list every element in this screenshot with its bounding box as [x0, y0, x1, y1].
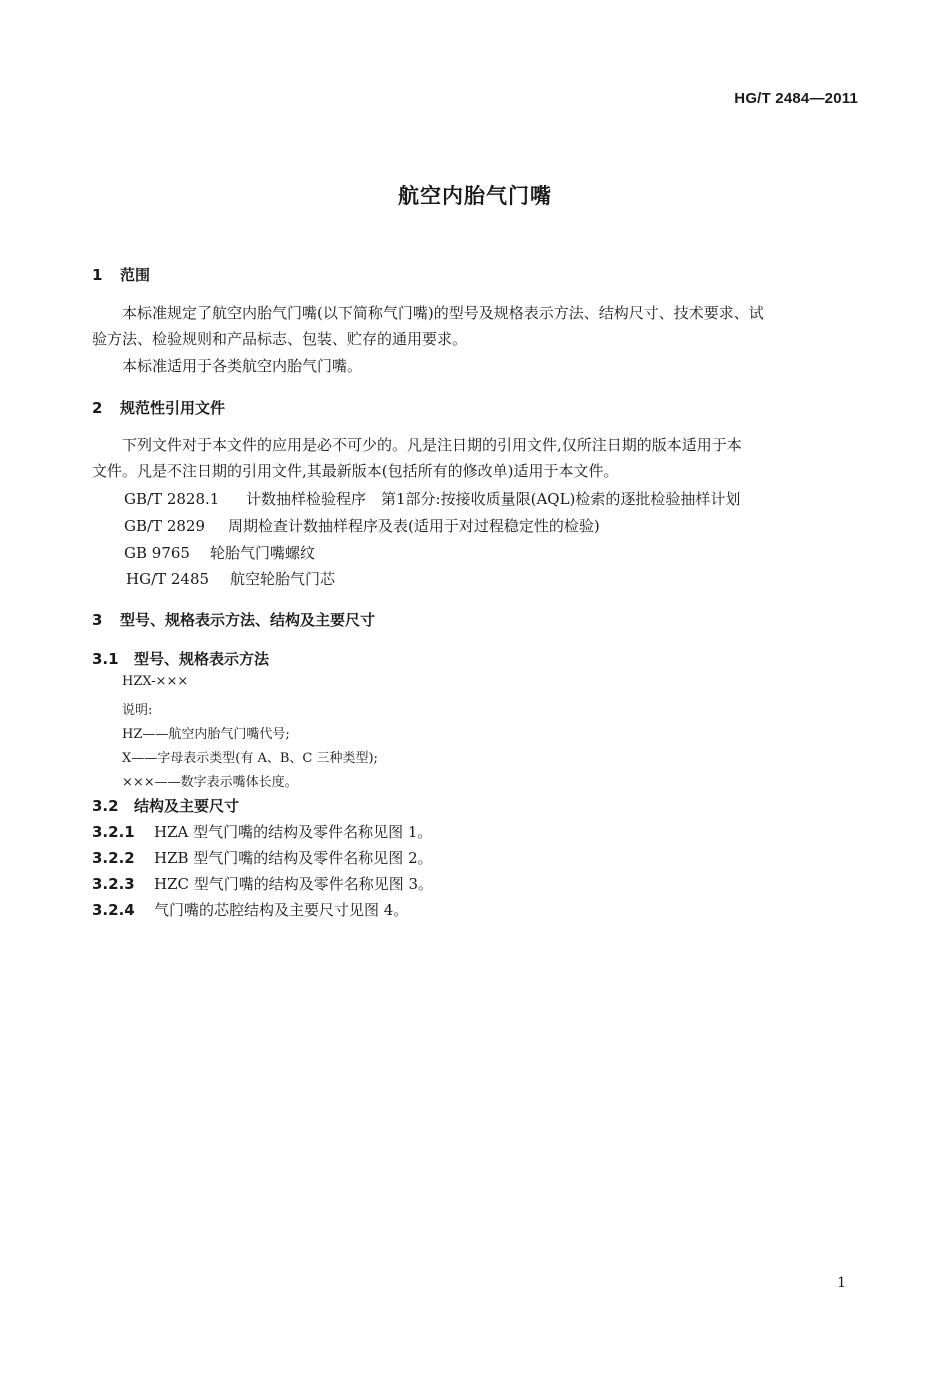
section-title: 范围 [120, 266, 151, 284]
normative-reference [126, 568, 335, 589]
section-title: 型号、规格表示方法、结构及主要尺寸 [120, 611, 376, 629]
explanation-label: 说明: [122, 703, 153, 718]
reference-title: 周期检查计数抽样程序及表(适用于对过程稳定性的检验) [228, 517, 600, 535]
subclause [92, 847, 433, 868]
normative-reference [124, 542, 315, 563]
explanation-item: HZ——航空内胎气门嘴代号; [122, 727, 290, 742]
explanation-item: X——字母表示类型(有 A、B、C 三种类型); [122, 751, 378, 766]
section-1-paragraph-1-line-2: 验方法、检验规则和产品标志、包装、贮存的通用要求。 [92, 330, 468, 348]
reference-code: GB/T 2829 [124, 517, 206, 535]
model-format: HZX-××× [122, 674, 189, 689]
section-2-heading [92, 397, 225, 418]
section-number: 2 [92, 399, 103, 417]
subclause [92, 821, 432, 842]
section-title: 结构及主要尺寸 [134, 797, 240, 815]
subclause-number: 3.2.4 [92, 901, 135, 919]
reference-title: 航空轮胎气门芯 [230, 570, 336, 588]
section-1-heading [92, 264, 150, 285]
reference-code: GB 9765 [124, 544, 190, 562]
section-1-paragraph-2: 本标准适用于各类航空内胎气门嘴。 [122, 357, 363, 375]
subclause-text: HZC 型气门嘴的结构及零件名称见图 3。 [154, 875, 434, 893]
section-number: 3 [92, 611, 103, 629]
section-3-1-heading [92, 648, 269, 669]
section-number: 3.2 [92, 797, 119, 815]
section-3-2-heading [92, 795, 239, 816]
reference-title: 轮胎气门嘴螺纹 [210, 544, 316, 562]
section-1-paragraph-1-line-1: 本标准规定了航空内胎气门嘴(以下简称气门嘴)的型号及规格表示方法、结构尺寸、技术要求、试 [122, 304, 764, 322]
section-title: 规范性引用文件 [120, 399, 226, 417]
subclause-number: 3.2.1 [92, 823, 135, 841]
section-3-heading [92, 609, 375, 630]
page-number: 1 [837, 1275, 846, 1291]
subclause-text: 气门嘴的芯腔结构及主要尺寸见图 4。 [154, 901, 409, 919]
subclause-text: HZB 型气门嘴的结构及零件名称见图 2。 [154, 849, 433, 867]
reference-code: HG/T 2485 [126, 570, 210, 588]
explanation-item: ×××——数字表示嘴体长度。 [122, 775, 298, 790]
section-number: 3.1 [92, 650, 119, 668]
normative-reference [124, 488, 740, 509]
section-2-paragraph-line-2: 文件。凡是不注日期的引用文件,其最新版本(包括所有的修改单)适用于本文件。 [92, 462, 619, 480]
subclause [92, 873, 433, 894]
reference-code: GB/T 2828.1 [124, 490, 220, 508]
subclause-number: 3.2.2 [92, 849, 135, 867]
normative-reference [124, 515, 600, 536]
standard-code: HG/T 2484—2011 [734, 90, 858, 107]
subclause-text: HZA 型气门嘴的结构及零件名称见图 1。 [154, 823, 433, 841]
document-title: 航空内胎气门嘴 [398, 184, 552, 208]
reference-title: 计数抽样检验程序 第1部分:按接收质量限(AQL)检索的逐批检验抽样计划 [246, 490, 741, 508]
section-2-paragraph-line-1: 下列文件对于本文件的应用是必不可少的。凡是注日期的引用文件,仅所注日期的版本适用于本 [122, 436, 742, 454]
subclause [92, 899, 408, 920]
section-title: 型号、规格表示方法 [134, 650, 270, 668]
subclause-number: 3.2.3 [92, 875, 135, 893]
section-number: 1 [92, 266, 103, 284]
